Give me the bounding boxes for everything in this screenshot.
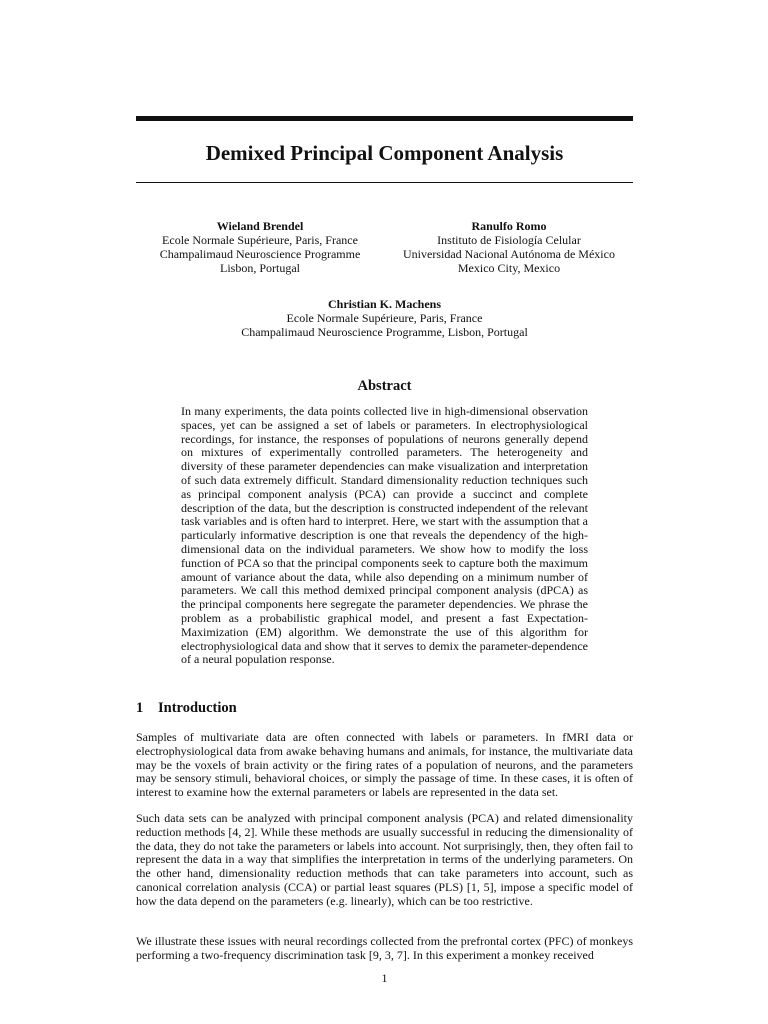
author-affiliation-line: Champalimaud Neuroscience Programme, Lisbon, Portugal bbox=[241, 325, 528, 339]
author-name: Wieland Brendel bbox=[216, 219, 304, 233]
author-block bbox=[384, 219, 634, 275]
abstract-text: In many experiments, the data points collected live in high-dimensional observation spaces, yet can be assigned a set of labels or parameters. In electrophysiological recordings, for instance, the responses of populations of neurons generally depend on mixtures of experimentally controlled parameters. The heterogeneity and diversity of these parameter dependencies can make visualization and interpretation of such data extremely difficult. Standard dimensionality reduction techniques such as principal component analysis (PCA) can provide a succinct and complete description of the data, but the description is constructed independent of the relevant task variables and is often hard to interpret. Here, we start with the assumption that a particularly informative description is one that reveals the dependency of the high-dimensional data on the individual parameters. We show how to modify the loss function of PCA so that the principal components seek to capture both the maximum amount of variance about the data, while also depending on a minimum number of parameters. We call this method demixed principal component analysis (dPCA) as the principal components here segregate the parameter dependencies. We phrase the problem as a probabilistic graphical model, and present a fast Expectation-Maximization (EM) algorithm. We demonstrate the use of this algorithm for electrophysiological data and show that it serves to demix the parameter-dependence of a neural population response. bbox=[181, 404, 588, 667]
section-number: 1 bbox=[136, 700, 144, 716]
body-paragraph: We illustrate these issues with neural recordings collected from the prefrontal cortex (PFC) of monkeys performing a two-frequency discrimination task [9, 3, 7]. In this experiment a monkey received bbox=[136, 934, 633, 962]
author-affiliation-line: Ecole Normale Supérieure, Paris, France bbox=[162, 233, 358, 247]
author-affiliation-line: Champalimaud Neuroscience Programme bbox=[159, 247, 361, 261]
title-top-rule bbox=[136, 116, 633, 121]
body-paragraph: Samples of multivariate data are often connected with labels or parameters. In fMRI data or electrophysiological data from awake behaving humans and animals, for instance, the multivariate data may be the voxels of brain activity or the firing rates of a population of neurons, and the parameters may be sensory stimuli, behavioral choices, or simply the passage of time. In these cases, it is often of interest to examine how the external parameters or labels are represented in the data set. bbox=[136, 730, 633, 800]
body-paragraph: Such data sets can be analyzed with principal component analysis (PCA) and related dimensionality reduction methods [4, 2]. While these methods are usually successful in reducing the dimensionality of the data, they do not take the parameters or labels into account. Not surprisingly, then, they often fail to represent the data in a way that simplifies the interpretation in terms of the underlying parameters. On the other hand, dimensionality reduction methods that can take parameters into account, such as canonical correlation analysis (CCA) or partial least squares (PLS) [1, 5], impose a specific model of how the data depend on the parameters (e.g. linearly), which can be too restrictive. bbox=[136, 811, 633, 908]
author-block bbox=[135, 297, 634, 339]
section-title: Introduction bbox=[158, 700, 237, 716]
title-bottom-rule bbox=[136, 182, 633, 183]
author-affiliation-line: Instituto de Fisiología Celular bbox=[437, 233, 581, 247]
author-name: Ranulfo Romo bbox=[471, 219, 547, 233]
author-block bbox=[135, 219, 385, 275]
page-number: 1 bbox=[381, 971, 388, 985]
author-affiliation-line: Lisbon, Portugal bbox=[220, 261, 300, 275]
section-heading bbox=[136, 699, 633, 717]
author-name: Christian K. Machens bbox=[327, 297, 441, 311]
author-affiliation-line: Universidad Nacional Autónoma de México bbox=[403, 247, 615, 261]
abstract-heading: Abstract bbox=[357, 378, 412, 394]
author-affiliation-line: Mexico City, Mexico bbox=[457, 261, 561, 275]
paper-title: Demixed Principal Component Analysis bbox=[205, 141, 564, 165]
author-affiliation-line: Ecole Normale Supérieure, Paris, France bbox=[286, 311, 483, 325]
